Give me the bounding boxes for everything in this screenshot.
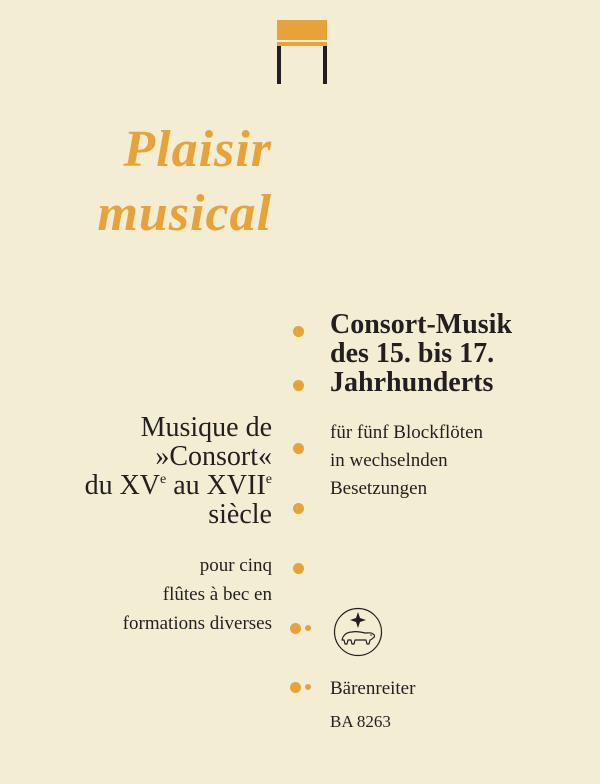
series-title [97, 118, 272, 246]
bullet-dot-icon [293, 503, 304, 514]
french-subtitle-line-3: formations diverses [122, 613, 272, 634]
french-subtitle-line-2: flûtes à bec en [162, 584, 272, 605]
german-subtitle [330, 419, 483, 503]
bullet-dot-icon [290, 623, 301, 634]
bullet-dot-icon [305, 684, 311, 690]
french-title-superscript-2: e [265, 472, 272, 487]
publisher-name: Bärenreiter [330, 678, 416, 699]
bullet-dot-icon [293, 326, 304, 337]
bullet-dot-icon [290, 682, 301, 693]
german-title-line-1: Consort-Musik [330, 309, 513, 340]
german-title-line-2: des 15. bis 17. [330, 338, 495, 369]
french-title-century-end: au XVII [166, 470, 266, 501]
german-title [330, 310, 512, 397]
german-subtitle-line-2: in wechselnden [330, 450, 448, 471]
german-subtitle-line-3: Besetzungen [330, 478, 428, 499]
bullet-dot-icon [293, 443, 304, 454]
bullet-dot-icon [293, 563, 304, 574]
french-title [85, 413, 272, 529]
series-title-line-2: musical [97, 185, 272, 242]
french-title-line-1: Musique de [140, 412, 272, 443]
bear-logo-icon [333, 607, 383, 657]
series-logo-icon [277, 20, 327, 84]
series-title-line-1: Plaisir [123, 121, 272, 178]
german-subtitle-line-1: für fünf Blockflöten [330, 422, 484, 443]
french-subtitle [123, 551, 272, 638]
french-title-line-3 [85, 471, 272, 500]
french-title-superscript-1: e [160, 472, 167, 487]
german-title-line-3: Jahrhunderts [330, 367, 494, 398]
french-title-century-start: du XV [84, 470, 161, 501]
french-subtitle-line-1: pour cinq [199, 555, 272, 576]
catalog-number: BA 8263 [330, 712, 391, 731]
french-title-line-4: siècle [208, 499, 272, 530]
french-title-line-2: »Consort« [155, 441, 272, 472]
bullet-dot-icon [305, 625, 311, 631]
bullet-dot-icon [293, 380, 304, 391]
